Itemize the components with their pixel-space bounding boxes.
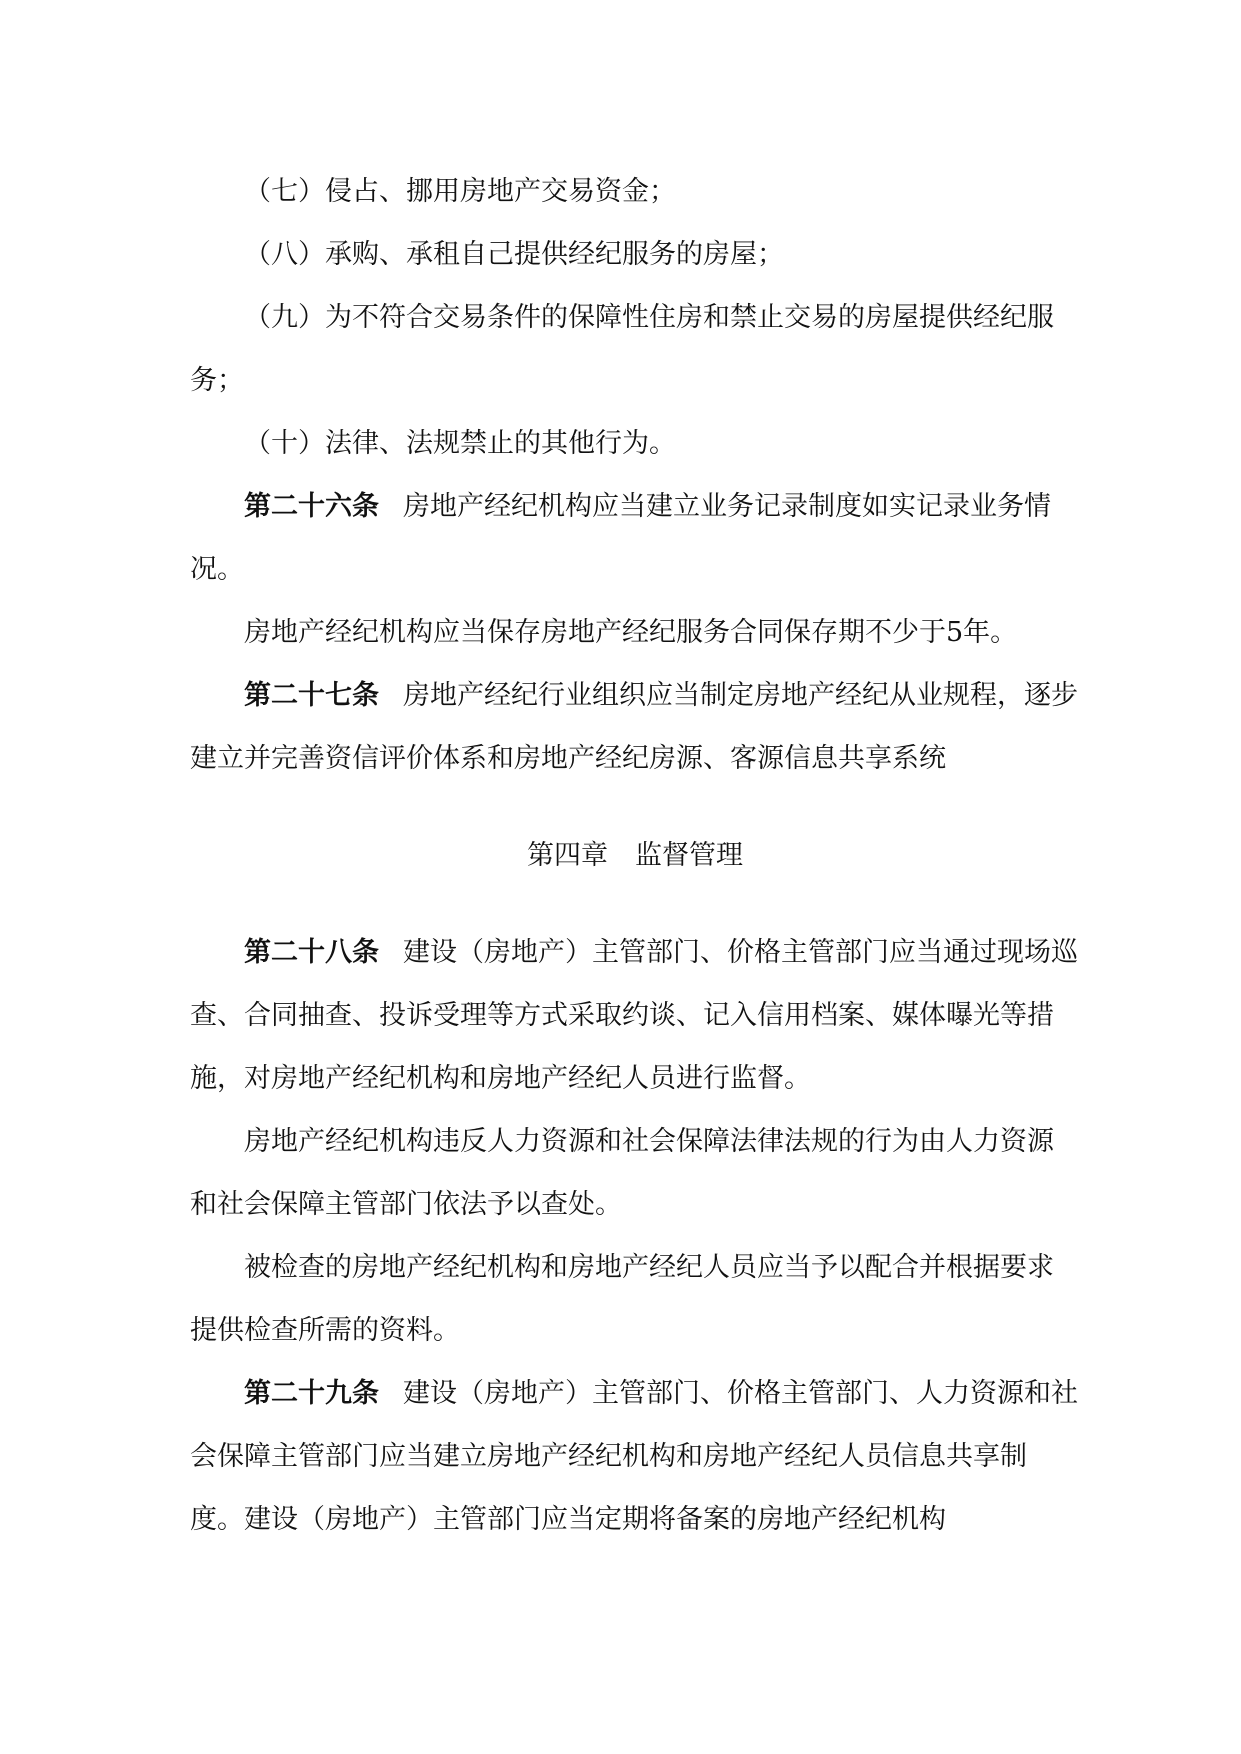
document-page bbox=[190, 160, 1080, 1551]
list-item-10: （十）法律、法规禁止的其他行为。 bbox=[244, 428, 676, 459]
article-28-paragraph-2: 房地产经纪机构违反人力资源和社会保障法律法规的行为由人力资源和社会保障主管部门依法予以查处。 bbox=[190, 1126, 1054, 1220]
article-26-text: 房地产经纪机构应当建立业务记录制度如实记录业务情况。 bbox=[190, 491, 1051, 585]
article-27-text: 房地产经纪行业组织应当制定房地产经纪从业规程，逐步建立并完善资信评价体系和房地产经纪房源、客源信息共享系统 bbox=[190, 680, 1078, 774]
article-28-paragraph bbox=[190, 921, 1080, 1110]
article-29-heading: 第二十九条 bbox=[244, 1378, 379, 1409]
article-29-paragraph bbox=[190, 1362, 1080, 1551]
article-27-paragraph bbox=[190, 664, 1080, 790]
article-28-heading: 第二十八条 bbox=[244, 937, 379, 968]
article-28-paragraph-3: 被检查的房地产经纪机构和房地产经纪人员应当予以配合并根据要求提供检查所需的资料。 bbox=[190, 1252, 1054, 1346]
article-28-text: 建设（房地产）主管部门、价格主管部门应当通过现场巡查、合同抽查、投诉受理等方式采取约谈、记入信用档案、媒体曝光等措施，对房地产经纪机构和房地产经纪人员进行监督。 bbox=[190, 937, 1078, 1094]
chapter-heading bbox=[190, 790, 1080, 921]
article-29-text: 建设（房地产）主管部门、价格主管部门、人力资源和社会保障主管部门应当建立房地产经纪机构和房地产经纪人员信息共享制度。建设（房地产）主管部门应当定期将备案的房地产经纪机构 bbox=[190, 1378, 1078, 1535]
list-item-9: （九）为不符合交易条件的保障性住房和禁止交易的房屋提供经纪服务； bbox=[190, 302, 1054, 396]
list-item-7: （七）侵占、挪用房地产交易资金； bbox=[244, 176, 676, 207]
article-26-paragraph bbox=[190, 475, 1080, 601]
article-26-paragraph-2: 房地产经纪机构应当保存房地产经纪服务合同保存期不少于5年。 bbox=[244, 617, 1018, 648]
article-27-heading: 第二十七条 bbox=[244, 680, 379, 711]
chapter-title: 监督管理 bbox=[635, 840, 743, 871]
article-26-heading: 第二十六条 bbox=[244, 491, 379, 522]
list-item-8: （八）承购、承租自己提供经纪服务的房屋； bbox=[244, 239, 784, 270]
chapter-number: 第四章 bbox=[527, 840, 608, 871]
